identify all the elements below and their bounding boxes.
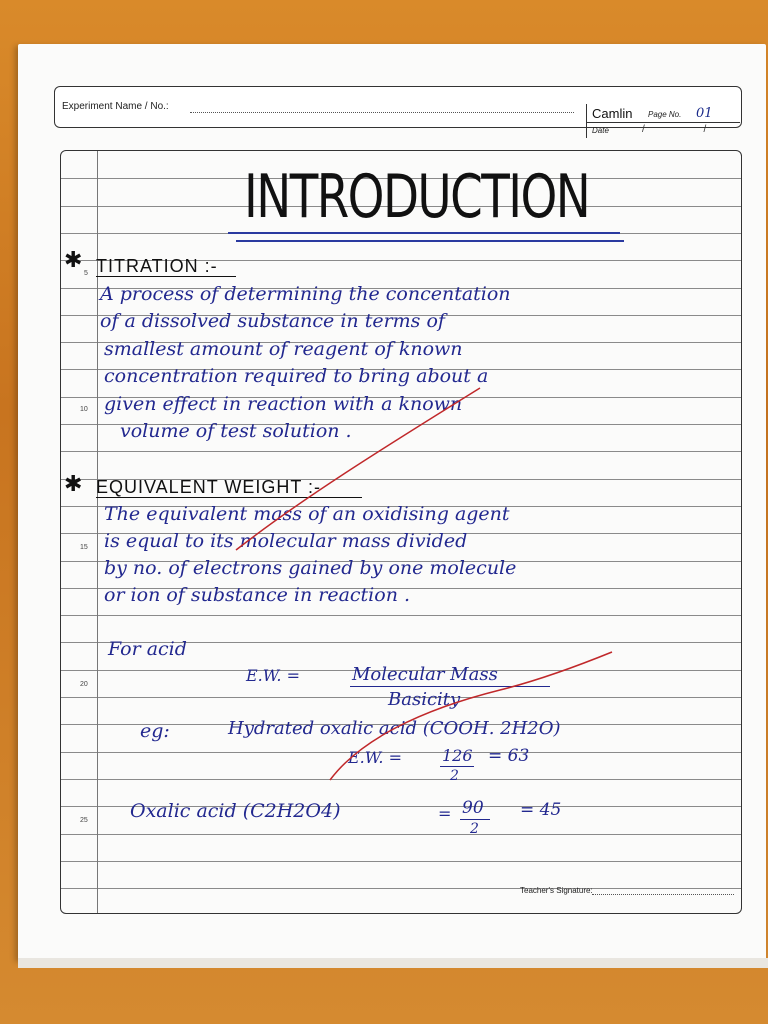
page-no-value: 01: [696, 106, 713, 121]
example-text: Hydrated oxalic acid (COOH. 2H2O): [228, 718, 561, 739]
oxalic-numerator: 90: [462, 798, 484, 818]
star-bullet-icon: ✱: [64, 472, 83, 497]
equivalent-weight-line: is equal to its molecular mass divided: [104, 530, 468, 552]
titration-line: given effect in reaction with a known: [104, 393, 463, 415]
teacher-signature-label: Teacher's Signature:: [520, 886, 593, 895]
example-label: eg:: [140, 720, 170, 742]
brand-name: Camlin: [592, 106, 633, 121]
titration-line: smallest amount of reagent of known: [104, 338, 463, 360]
date-label: Date: [592, 126, 609, 135]
ew-example-result: = 63: [488, 746, 530, 766]
line-number: 5: [84, 270, 88, 277]
date-value: / /: [642, 124, 735, 135]
page-no-label: Page No.: [648, 110, 682, 119]
titration-line: of a dissolved substance in terms of: [100, 310, 445, 332]
equivalent-weight-heading: EQUIVALENT WEIGHT :-: [96, 477, 322, 497]
ew-example-lhs: E.W. =: [348, 748, 402, 767]
correction-stroke: [236, 388, 480, 550]
oxalic-equals: =: [438, 804, 452, 823]
ew-example-denominator: 2: [450, 768, 459, 784]
star-bullet-icon: ✱: [64, 248, 83, 273]
correction-stroke: [330, 652, 612, 780]
equivalent-weight-line: The equivalent mass of an oxidising agent: [104, 503, 510, 525]
for-acid-heading: For acid: [108, 638, 187, 660]
titration-line: volume of test solution .: [120, 420, 352, 442]
line-number: 25: [80, 817, 88, 824]
experiment-label: Experiment Name / No.:: [62, 101, 169, 112]
oxalic-denominator: 2: [470, 821, 479, 837]
ew-formula-denominator: Basicity: [388, 689, 461, 710]
ew-example-numerator: 126: [442, 746, 473, 765]
ew-formula-lhs: E.W. =: [246, 666, 300, 685]
line-number: 15: [80, 544, 88, 551]
titration-line: concentration required to bring about a: [104, 365, 489, 387]
oxalic-acid-label: Oxalic acid (C2H2O4): [130, 800, 341, 822]
titration-line: A process of determining the concentation: [100, 283, 511, 305]
line-number: 20: [80, 681, 88, 688]
equivalent-weight-line: by no. of electrons gained by one molecule: [104, 557, 517, 579]
oxalic-result: = 45: [520, 800, 562, 820]
ew-formula-numerator: Molecular Mass: [352, 664, 498, 685]
page-title: INTRODUCTION: [244, 162, 590, 232]
equivalent-weight-line: or ion of substance in reaction .: [104, 584, 411, 606]
titration-heading: TITRATION :-: [96, 256, 218, 276]
teacher-signature-line: [592, 894, 734, 895]
line-number: 10: [80, 406, 88, 413]
